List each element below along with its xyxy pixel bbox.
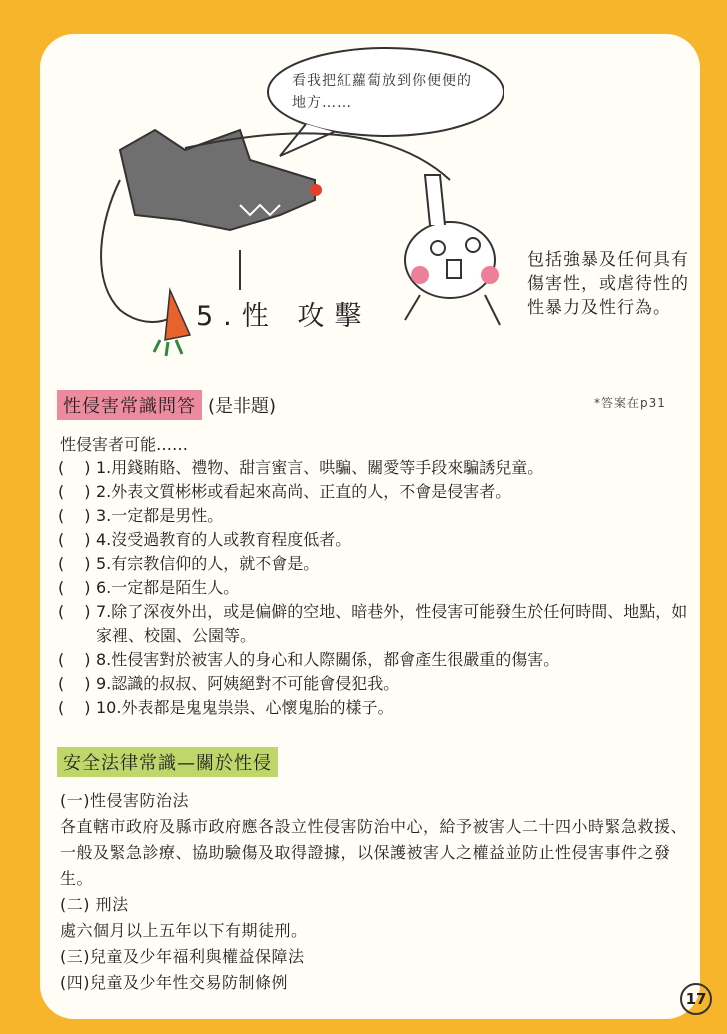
- quiz-list: [58, 456, 698, 720]
- side-note: 包括強暴及任何具有傷害性，或虐待性的性暴力及性行為。: [527, 250, 689, 318]
- quiz-item-text: 7.除了深夜外出，或是偏僻的空地、暗巷外，性侵害可能發生於任何時間、地點，如家裡、校園、公園等。: [96, 602, 688, 645]
- rabbit-mouth: [447, 260, 461, 278]
- quiz-item-text: 8.性侵害對於被害人的身心和人際關係，都會產生很嚴重的傷害。: [96, 650, 560, 669]
- law-line: (四)兒童及少年性交易防制條例: [60, 973, 288, 992]
- quiz-item: [58, 600, 698, 648]
- quiz-item-text: 6.一定都是陌生人。: [96, 578, 240, 597]
- quiz-item: [58, 504, 698, 528]
- carrot-icon: [165, 290, 190, 340]
- answer-blank[interactable]: (): [58, 698, 111, 717]
- law-line: 各直轄市政府及縣市政府應各設立性侵害防治中心，給予被害人二十四小時緊急救援、一般及緊急診療、協助驗傷及取得證據，以保護被害人之權益並防止性侵害事件之發生。: [60, 817, 688, 888]
- speech-bubble-text: 看我把紅蘿蔔放到你便便的地方……: [292, 73, 472, 111]
- quiz-item-text: 2.外表文質彬彬或看起來高尚、正直的人，不會是侵害者。: [96, 482, 512, 501]
- answer-blank[interactable]: (): [58, 602, 111, 621]
- rabbit-arms: [405, 295, 500, 325]
- answer-blank[interactable]: (): [58, 674, 111, 693]
- law-line: (一)性侵害防治法: [60, 791, 189, 810]
- quiz-item-text: 4.沒受過教育的人或教育程度低者。: [96, 530, 352, 549]
- quiz-item: [58, 480, 698, 504]
- rabbit-cheek-right: [481, 266, 499, 284]
- quiz-heading: [57, 390, 276, 420]
- law-line: (三)兒童及少年福利與權益保障法: [60, 947, 305, 966]
- quiz-item: [58, 672, 698, 696]
- topic-title: 5.性 攻擊: [196, 301, 372, 332]
- quiz-item-text: 10.外表都是鬼鬼祟祟、心懷鬼胎的樣子。: [96, 698, 394, 717]
- rabbit-ear: [425, 175, 445, 225]
- answer-blank[interactable]: (): [58, 650, 111, 669]
- quiz-title: 性侵害常識問答: [57, 390, 202, 420]
- quiz-intro: 性侵害者可能……: [60, 435, 189, 454]
- quiz-subtitle: (是非題): [208, 396, 277, 417]
- answer-blank[interactable]: (): [58, 506, 111, 525]
- law-body: [60, 788, 700, 996]
- rabbit-cheek: [411, 266, 429, 284]
- answer-blank[interactable]: (): [58, 578, 111, 597]
- quiz-item: [58, 528, 698, 552]
- answer-note: *答案在p31: [594, 396, 666, 410]
- answer-blank[interactable]: (): [58, 530, 111, 549]
- wolf-head: [120, 130, 315, 230]
- wolf-nose: [310, 184, 322, 196]
- quiz-item: [58, 696, 698, 720]
- quiz-item: [58, 576, 698, 600]
- answer-blank[interactable]: (): [58, 554, 111, 573]
- law-title: 安全法律常識—關於性侵: [57, 747, 278, 777]
- quiz-item: [58, 552, 698, 576]
- answer-blank[interactable]: (): [58, 458, 111, 477]
- page-number: 17: [680, 983, 712, 1015]
- answer-blank[interactable]: (): [58, 482, 111, 501]
- quiz-item-text: 5.有宗教信仰的人，就不會是。: [96, 554, 320, 573]
- law-line: (二) 刑法: [60, 895, 129, 914]
- quiz-item-text: 1.用錢賄賂、禮物、甜言蜜言、哄騙、關愛等手段來騙誘兒童。: [96, 458, 544, 477]
- law-line: 處六個月以上五年以下有期徒刑。: [60, 921, 308, 940]
- carrot-leaves: [154, 340, 182, 356]
- quiz-item: [58, 456, 698, 480]
- quiz-item-text: 9.認識的叔叔、阿姨絕對不可能會侵犯我。: [96, 674, 400, 693]
- quiz-item: [58, 648, 698, 672]
- quiz-item-text: 3.一定都是男性。: [96, 506, 224, 525]
- law-heading: [57, 747, 278, 777]
